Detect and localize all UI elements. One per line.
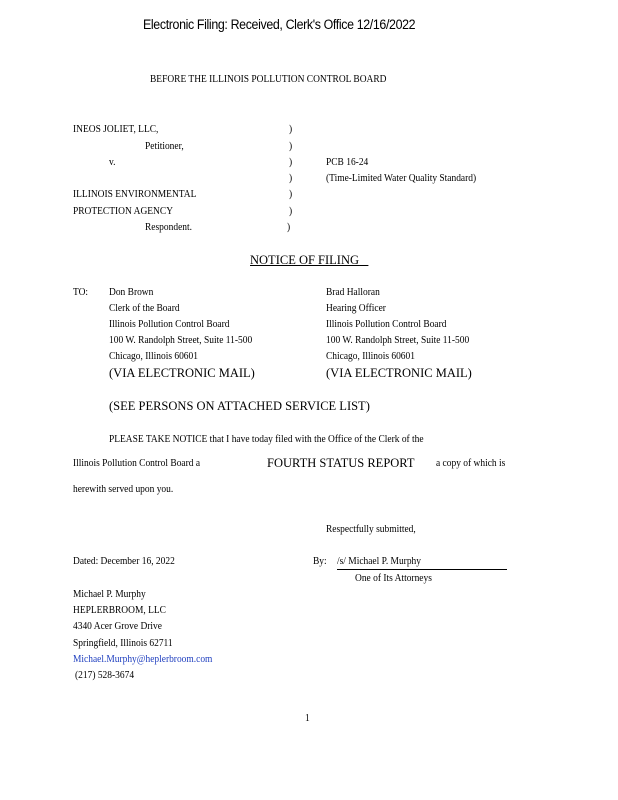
recipient-city: Chicago, Illinois 60601 (109, 351, 198, 362)
signature-text: /s/ Michael P. Murphy (337, 556, 422, 567)
caption-paren: ) (289, 124, 293, 135)
respondent-line1: ILLINOIS ENVIRONMENTAL (73, 189, 197, 200)
tribunal-heading: BEFORE THE ILLINOIS POLLUTION CONTROL BOARD (150, 74, 387, 85)
recipient-method: (VIA ELECTRONIC MAIL) (109, 366, 255, 380)
recipient-title: Hearing Officer (326, 303, 386, 314)
caption-paren: ) (289, 157, 293, 168)
notice-body-line2a: Illinois Pollution Control Board a (73, 458, 201, 469)
respondent-line2: PROTECTION AGENCY (73, 206, 174, 217)
service-list-note: (SEE PERSONS ON ATTACHED SERVICE LIST) (109, 399, 370, 413)
recipient-address: 100 W. Randolph Street, Suite 11-500 (326, 335, 470, 346)
caption-paren: ) (289, 173, 293, 184)
attorney-email-wrap (73, 654, 212, 665)
attorney-phone: (217) 528-3674 (75, 670, 135, 681)
dated: Dated: December 16, 2022 (73, 556, 175, 567)
notice-body-line2b: a copy of which is (436, 458, 506, 469)
recipient-name: Brad Halloran (326, 287, 380, 298)
attorney-email-link[interactable]: Michael.Murphy@heplerbroom.com (73, 654, 213, 665)
signature-role: One of Its Attorneys (355, 573, 432, 584)
recipient-method: (VIA ELECTRONIC MAIL) (326, 366, 472, 380)
versus: v. (109, 157, 116, 168)
signature-by: By: (313, 556, 327, 567)
recipient-org: Illinois Pollution Control Board (109, 319, 230, 330)
notice-body-line1: PLEASE TAKE NOTICE that I have today filed with the Office of the Clerk of the (109, 434, 424, 445)
recipient-name: Don Brown (109, 287, 154, 298)
attorney-name: Michael P. Murphy (73, 589, 146, 600)
closing: Respectfully submitted, (326, 524, 416, 535)
filing-stamp: Electronic Filing: Received, Clerk's Office 12/16/2022 (143, 17, 416, 32)
case-type: (Time-Limited Water Quality Standard) (326, 173, 477, 184)
signature-line (337, 556, 507, 570)
to-label: TO: (73, 287, 89, 298)
attorney-street: 4340 Acer Grove Drive (73, 621, 162, 632)
recipient-org: Illinois Pollution Control Board (326, 319, 447, 330)
caption-paren: ) (287, 222, 291, 233)
notice-body-line3: herewith served upon you. (73, 484, 174, 495)
case-number: PCB 16-24 (326, 157, 369, 168)
recipient-address: 100 W. Randolph Street, Suite 11-500 (109, 335, 253, 346)
attorney-city: Springfield, Illinois 62711 (73, 638, 173, 649)
page-number: 1 (305, 713, 310, 724)
petitioner-role: Petitioner, (145, 141, 184, 152)
petitioner-name: INEOS JOLIET, LLC, (73, 124, 159, 135)
filed-document-title: FOURTH STATUS REPORT (267, 456, 415, 470)
notice-title: NOTICE OF FILING (250, 253, 360, 267)
caption-paren: ) (289, 141, 293, 152)
recipient-title: Clerk of the Board (109, 303, 180, 314)
caption-paren: ) (289, 189, 293, 200)
respondent-role: Respondent. (145, 222, 192, 233)
recipient-city: Chicago, Illinois 60601 (326, 351, 415, 362)
attorney-firm: HEPLERBROOM, LLC (73, 605, 166, 616)
caption-paren: ) (289, 206, 293, 217)
